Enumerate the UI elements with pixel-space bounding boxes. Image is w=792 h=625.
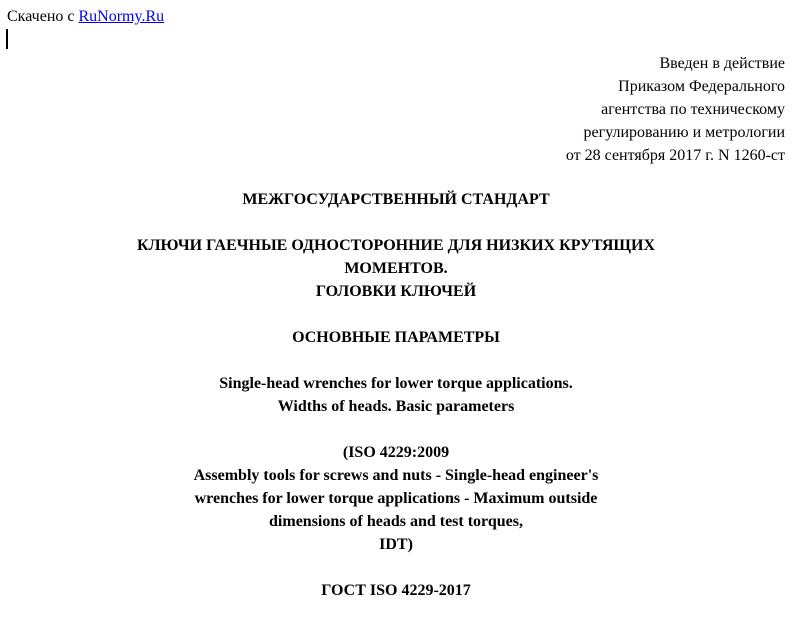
- iso-reference-line: wrenches for lower torque applications - Maximum outside: [194, 490, 598, 507]
- standard-designation: [0, 579, 792, 602]
- standard-type-heading: [0, 188, 792, 211]
- enactment-line: от 28 сентября 2017 г. N 1260-ст: [565, 147, 785, 164]
- iso-reference-line: dimensions of heads and test torques,: [269, 513, 523, 530]
- enactment-line: Приказом Федерального: [618, 78, 785, 95]
- russian-title: [0, 234, 792, 303]
- russian-title-line: КЛЮЧИ ГАЕЧНЫЕ ОДНОСТОРОННИЕ ДЛЯ НИЗКИХ КРУТЯЩИХ: [136, 237, 655, 254]
- enactment-block: [566, 52, 785, 167]
- english-title-line: Single-head wrenches for lower torque applications.: [219, 375, 573, 392]
- enactment-line: Введен в действие: [659, 55, 785, 72]
- iso-reference-line: Assembly tools for screws and nuts - Single-head engineer's: [193, 467, 599, 484]
- runormy-link[interactable]: RuNormy.Ru: [78, 8, 165, 25]
- standard-designation-text: ГОСТ ISO 4229-2017: [321, 582, 471, 599]
- enactment-line: регулированию и метрологии: [583, 124, 785, 141]
- iso-reference-line: (ISO 4229:2009: [342, 444, 450, 461]
- english-title: [0, 372, 792, 418]
- iso-reference-line: IDT): [379, 536, 413, 553]
- text-cursor: [6, 29, 8, 49]
- enactment-line: агентства по техническому: [601, 101, 785, 118]
- download-source-prefix: Скачено с: [7, 8, 75, 25]
- russian-subtitle: [0, 326, 792, 349]
- standard-type-text: МЕЖГОСУДАРСТВЕННЫЙ СТАНДАРТ: [242, 191, 550, 208]
- russian-title-line: МОМЕНТОВ.: [344, 260, 448, 277]
- download-source-line: [7, 7, 164, 26]
- russian-title-line: ГОЛОВКИ КЛЮЧЕЙ: [315, 283, 477, 300]
- russian-subtitle-text: ОСНОВНЫЕ ПАРАМЕТРЫ: [292, 329, 500, 346]
- english-title-line: Widths of heads. Basic parameters: [277, 398, 515, 415]
- iso-reference: [0, 441, 792, 556]
